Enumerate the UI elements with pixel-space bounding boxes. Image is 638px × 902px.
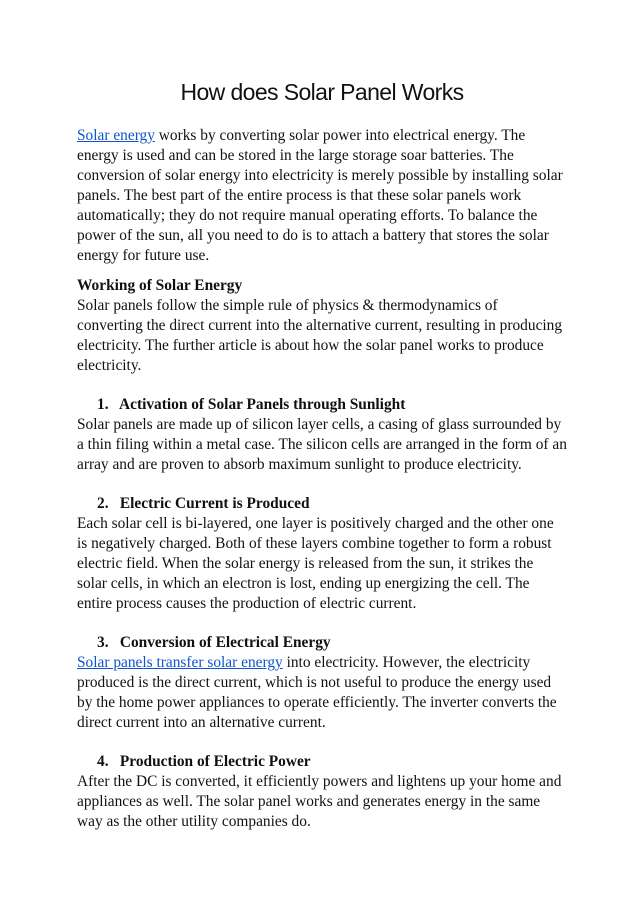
step-3-heading (77, 633, 567, 653)
step-3-title: Conversion of Electrical Energy (119, 634, 331, 651)
intro-paragraph (77, 126, 567, 266)
step-4-number: 4. (97, 753, 109, 770)
step-4-title: Production of Electric Power (119, 753, 311, 770)
step-1-title: Activation of Solar Panels through Sunlight (119, 396, 406, 413)
step-2-number: 2. (97, 495, 109, 512)
step-1-paragraph: Solar panels are made up of silicon layer cells, a casing of glass surrounded by a thin filing within a metal case. The silicon cells are arranged in the form of an array and are proven to absorb maximum sunlight to produce electricity. (77, 416, 567, 473)
document-title: How does Solar Panel Works (180, 79, 464, 105)
step-1-heading (77, 395, 567, 415)
working-heading: Working of Solar Energy (77, 277, 243, 294)
step-4-heading (77, 752, 567, 772)
step-1-number: 1. (97, 396, 109, 413)
working-paragraph: Solar panels follow the simple rule of physics & thermodynamics of converting the direct current into the alternative current, resulting in producing electricity. The further article is about how the solar panel works to produce electricity. (77, 297, 563, 374)
step-2-heading (77, 494, 567, 514)
step-4-paragraph: After the DC is converted, it efficiently powers and lightens up your home and appliances as well. The solar panel works and generates energy in the same way as the other utility companies do. (77, 773, 562, 830)
solar-energy-link[interactable]: Solar energy (77, 127, 155, 144)
step-2-title: Electric Current is Produced (119, 495, 310, 512)
step-3-text: into electricity. However, the electricity produced is the direct current, which is not useful to produce the energy used by the home power appliances to operate efficiently. The inverter converts the direct current into an alternative current. (77, 654, 557, 731)
intro-text: works by converting solar power into electrical energy. The energy is used and can be stored in the large storage soar batteries. The conversion of solar energy into electricity is merely possible by installing solar panels. The best part of the entire process is that these solar panels work automatically; they do not require manual operating efforts. To balance the power of the sun, all you need to do is to attach a battery that stores the solar energy for future use. (77, 127, 563, 264)
solar-panels-transfer-link[interactable]: Solar panels transfer solar energy (77, 654, 283, 671)
step-3-paragraph (77, 653, 567, 733)
step-3-number: 3. (97, 634, 109, 651)
step-2-paragraph: Each solar cell is bi-layered, one layer is positively charged and the other one is negatively charged. Both of these layers combine together to form a robust electric field. When the solar energy is released from the sun, it strikes the solar cells, in which an electron is lost, ending up energizing the cell. The entire process causes the production of electric current. (77, 515, 554, 612)
document-page (77, 0, 567, 832)
